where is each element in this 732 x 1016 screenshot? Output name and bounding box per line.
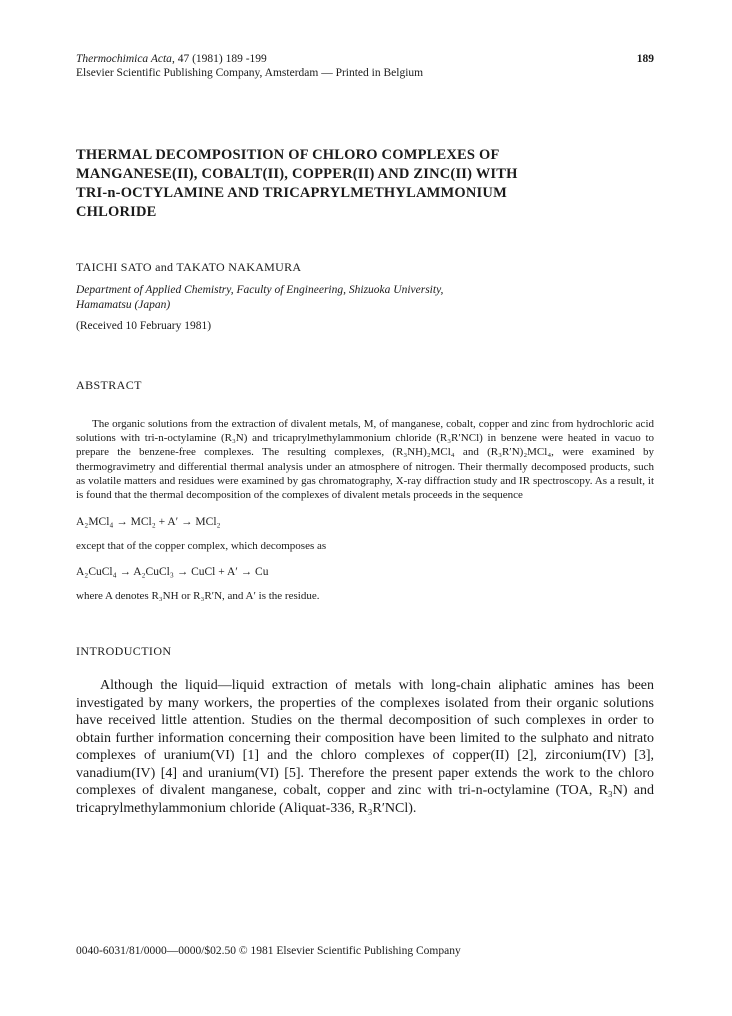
title-line: THERMAL DECOMPOSITION OF CHLORO COMPLEXES OF [76, 147, 500, 163]
abstract-body: The organic solutions from the extraction of divalent metals, M, of manganese, cobalt, copper and zinc from hydrochloric acid solutions with tri-n-octylamine (R₃N) and tricaprylmethylammonium chloride (R₃R′NCl) in benzene were heated in vacuo to prepare the benzene-free complexes. The resulting complexes, (R₃NH)₂MCl₄ and (R₃R′N)₂MCl₄, were examined by thermogravimetry and differential thermal analysis under an atmosphere of nitrogen. Their thermally decomposed products, such as volatile matters and residues were examined by gas chromatography, X-ray diffraction study and IR spectroscopy. As a result, it is found that the thermal decomposition of the complexes of divalent metals proceeds in the sequence [76, 418, 654, 502]
affiliation-line: Department of Applied Chemistry, Faculty of Engineering, Shizuoka University, [76, 284, 444, 296]
copyright-footer: 0040-6031/81/0000—0000/$02.50 © 1981 Elsevier Scientific Publishing Company [76, 945, 461, 957]
sequence-formula: A₂MCl₄ → MCl₂ + A′ → MCl₂ [76, 516, 221, 529]
affiliation [76, 283, 654, 312]
except-text: except that of the copper complex, which decomposes as [76, 540, 327, 553]
author-list: TAICHI SATO and TAKATO NAKAMURA [76, 260, 302, 274]
paper-page [76, 52, 654, 817]
publisher-line: Elsevier Scientific Publishing Company, Amsterdam — Printed in Belgium [76, 67, 424, 79]
where-text: where A denotes R₃NH or R₃R′N, and A′ is the residue. [76, 590, 320, 603]
journal-citation [76, 52, 267, 66]
introduction-heading: INTRODUCTION [76, 644, 172, 659]
article-title [76, 146, 654, 222]
affiliation-line: Hamamatsu (Japan) [76, 298, 171, 311]
copper-sequence-formula: A₂CuCl₄ → A₂CuCl₃ → CuCl + A′ → Cu [76, 566, 269, 579]
title-line: MANGANESE(II), COBALT(II), COPPER(II) AND ZINC(II) WITH [76, 166, 518, 182]
introduction-body: Although the liquid—liquid extraction of metals with long-chain aliphatic amines has been investigated by many workers, the properties of the complexes isolated from their organic solutions have received little attention. Studies on the thermal decomposition of such complexes in order to obtain further information concerning their composition have been limited to the sulphato and nitrato complexes of uranium(VI) [1] and the chloro complexes of copper(II) [2], zirconium(IV) [3], vanadium(IV) [4] and uranium(VI) [5]. Therefore the present paper extends the work to the chloro complexes of divalent manganese, cobalt, copper and zinc with tri-n-octylamine (TOA, R₃N) and tricaprylmethylammonium chloride (Aliquat-336, R₃R′NCl). [76, 678, 654, 816]
page-number: 189 [636, 53, 654, 65]
title-line: CHLORIDE [76, 204, 157, 220]
abstract-heading: ABSTRACT [76, 378, 142, 392]
journal-volume: , 47 (1981) 189 -199 [171, 53, 267, 65]
journal-header [76, 52, 654, 66]
received-date: (Received 10 February 1981) [76, 320, 212, 332]
journal-title: Thermochimica Acta [76, 53, 172, 65]
title-line: TRI-n-OCTYLAMINE AND TRICAPRYLMETHYLAMMONIUM [76, 185, 507, 201]
